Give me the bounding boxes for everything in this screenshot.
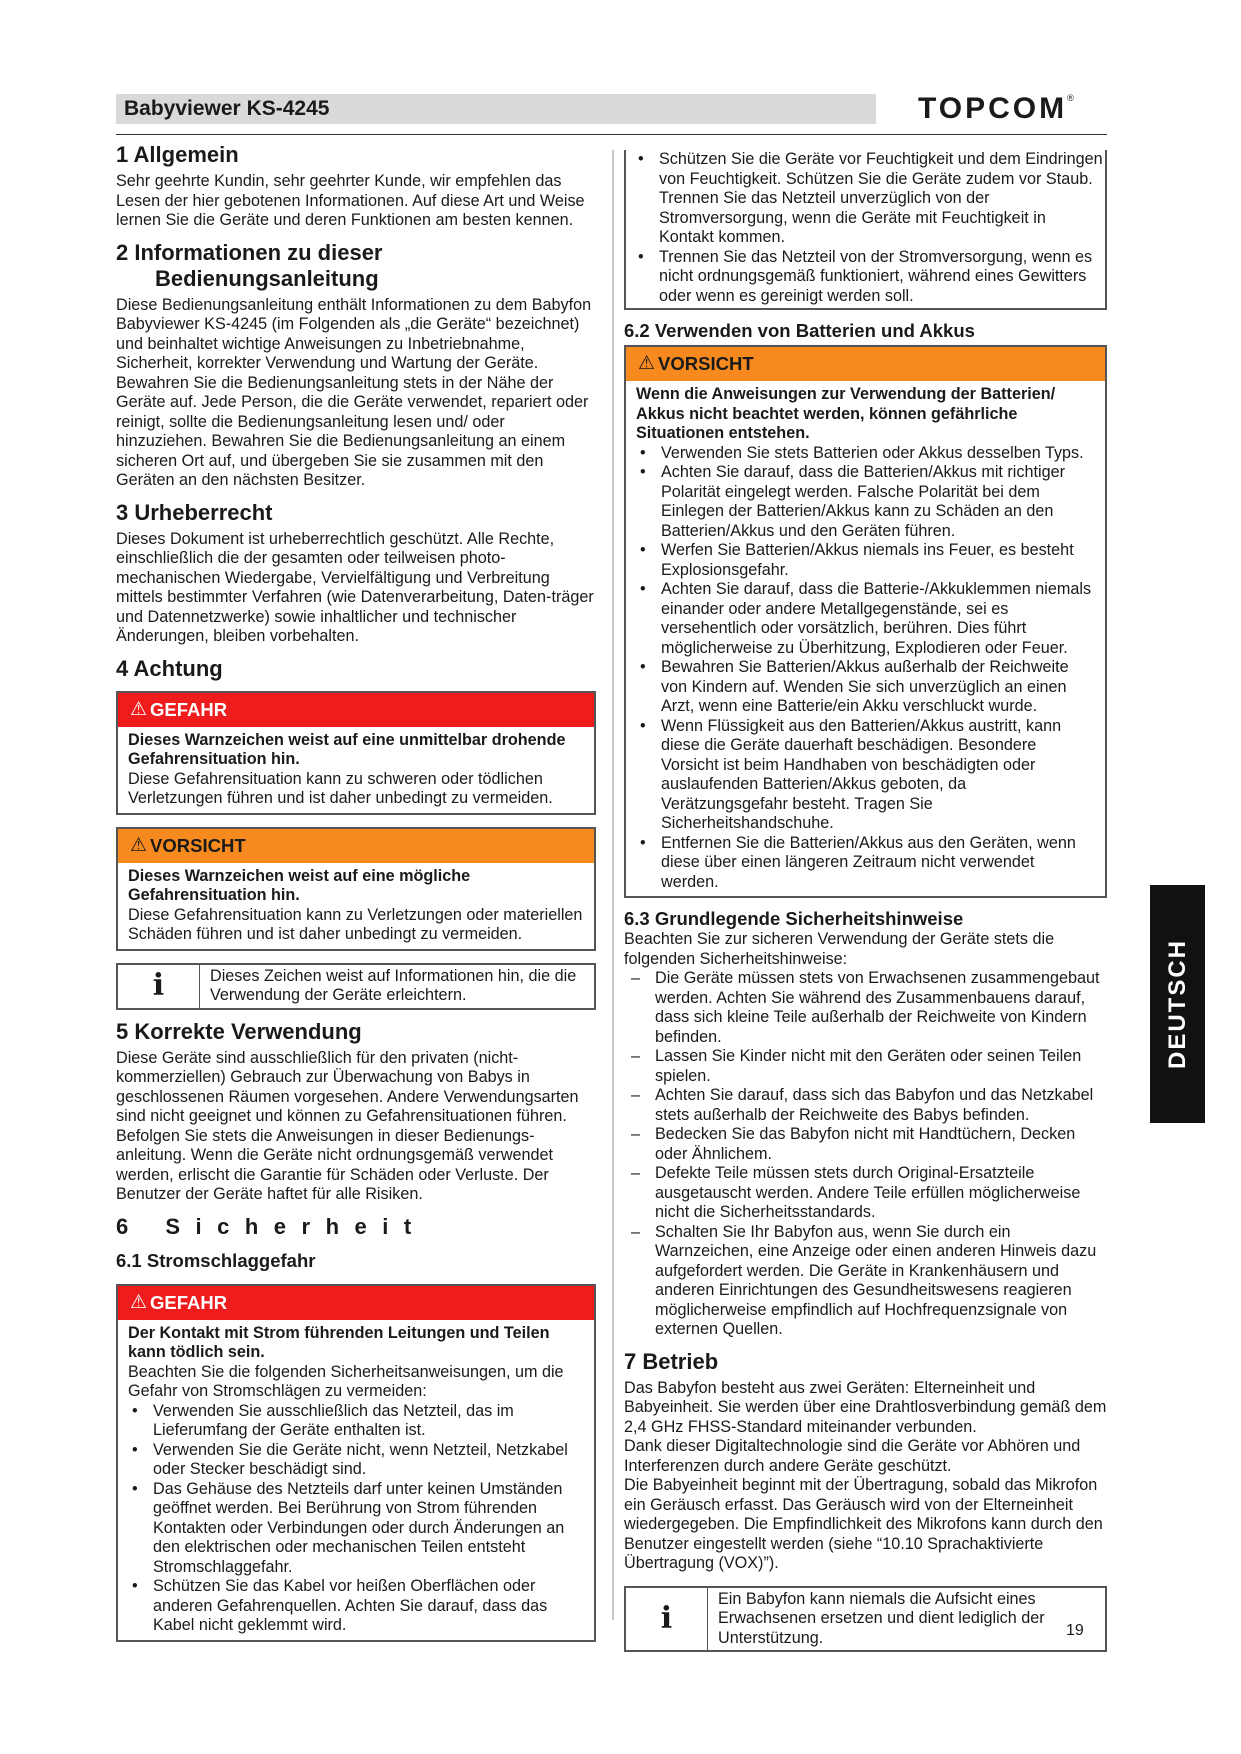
list-item: – Defekte Teile müssen stets durch Original-Ersatzteile ausgetauscht werden. Andere Teile erfüllen möglicherweise nicht die Sicherheitsstandards. (624, 1164, 1107, 1223)
header-rule (116, 134, 1107, 135)
warning-triangle-icon: ⚠ (130, 834, 148, 856)
danger-intro: Beachten Sie die folgenden Sicherheitsanweisungen, um die Gefahr von Stromschlägen zu vermeiden: (128, 1362, 564, 1400)
warning-triangle-icon: ⚠ (130, 698, 148, 720)
list-item: • Verwenden Sie ausschließlich das Netzteil, das im Lieferumfang der Geräte enthalten ist. (128, 1402, 584, 1441)
info-box (624, 1586, 1107, 1653)
registered-mark: ® (1067, 93, 1074, 103)
list-item: • Verwenden Sie die Geräte nicht, wenn Netzteil, Netzkabel oder Stecker beschädigt sind. (128, 1441, 584, 1480)
list-item: • Werfen Sie Batterien/Akkus niemals ins Feuer, es besteht Explosionsgefahr. (636, 541, 1095, 580)
list-item: • Schützen Sie das Kabel vor heißen Oberflächen oder anderen Gefahrenquellen. Achten Sie darauf, dass das Kabel nicht geklemmt wird. (128, 1577, 584, 1636)
subsection-heading: 6.2 Verwenden von Batterien und Akkus (624, 320, 975, 341)
caution-box (116, 827, 596, 951)
continued-danger-box (624, 150, 1107, 310)
warning-triangle-icon: ⚠ (130, 1291, 148, 1313)
danger-bold-text: Der Kontakt mit Strom führenden Leitungen und Teilen kann tödlich sein. (128, 1323, 550, 1361)
info-text: Dieses Zeichen weist auf Informationen hin, die die Verwendung der Geräte erleichtern. (210, 966, 577, 1004)
info-icon: i (626, 1588, 708, 1651)
caution-bold-text: Dieses Warnzeichen weist auf eine mögliche Gefahrensituation hin. (128, 866, 471, 904)
section-heading: 6 Sicherheit (116, 1213, 427, 1239)
bullet-list (634, 150, 1105, 306)
section-heading: 3 Urheberrecht (116, 499, 273, 525)
section-heading: 7 Betrieb (624, 1348, 719, 1374)
list-item: • Trennen Sie das Netzteil von der Stromversorgung, wenn es nicht ordnungsgemäß funktioniert, während eines Gewitters oder wenn es gereinigt werden soll. (634, 248, 1105, 307)
subsection-heading: 6.1 Stromschlaggefahr (116, 1249, 316, 1271)
caution-bold-text: Wenn die Anweisungen zur Verwendung der Batterien/ Akkus nicht beachtet werden, können gefährliche Situationen entstehen. (636, 385, 1056, 442)
list-item: – Die Geräte müssen stets von Erwachsenen zusammengebaut werden. Achten Sie während des Zusammenbauens darauf, dass sich kleine Teile außerhalb der Reichweite von Kindern befinden. (624, 969, 1107, 1047)
column-divider (612, 150, 614, 1620)
caution-header (118, 829, 594, 863)
section-heading: 4 Achtung (116, 655, 223, 681)
list-item: • Bewahren Sie Batterien/Akkus außerhalb der Reichweite von Kindern auf. Wenden Sie sich unverzüglich an einen Arzt, wenn eine Batterie/ein Akku verschluckt wurde. (636, 658, 1095, 717)
section-heading: 2 Informationen zu dieser (116, 239, 383, 265)
danger-header (118, 1286, 594, 1320)
paragraph: Diese Bedienungsanleitung enthält Informationen zu dem Babyfon Babyviewer KS-4245 (im Folgenden als „die Geräte“ bezeichnet) und beinhaltet wichtige Anweisungen zu Inbetriebnahme, Sicherheit, korrekter Verwendung und Wartung der Geräte. Bewahren Sie die Bedienungsanleitung stets in der Nähe der Geräte auf. Jede Person, die die Geräte verwendet, repariert oder reinigt, sollte die Bedienungsanleitung lesen und/ oder hinzuziehen. Bewahren Sie die Bedienungsanleitung an einem sicheren Ort auf, und übergeben Sie sie zusammen mit den Geräten an den nächsten Besitzer. (116, 295, 592, 489)
page-number: 19 (1066, 1622, 1084, 1639)
left-column (116, 142, 596, 1642)
bullet-list (636, 444, 1095, 893)
danger-box (116, 691, 596, 815)
paragraph: Dieses Dokument ist urheberrechtlich geschützt. Alle Rechte, einschließlich die der gesamten oder teilweisen photo-mechanischen Wiedergabe, Vervielfältigung und Verbreitung mittels bestimmter Verfahren (wie Datenverarbeitung, Daten-träger und Datennetzwerke) sowie inhaltlicher und technischer Änderungen, bleiben vorbehalten. (116, 529, 594, 645)
section-heading: 5 Korrekte Verwendung (116, 1018, 362, 1044)
brand-logo-text: TOPCOM (918, 92, 1068, 125)
list-item: – Achten Sie darauf, dass sich das Babyfon und das Netzkabel stets außerhalb der Reichweite des Babys befinden. (624, 1086, 1107, 1125)
paragraph: Dank dieser Digitaltechnologie sind die Geräte vor Abhören und Interferenzen durch andere Geräte geschützt. (624, 1437, 1081, 1475)
subsection-heading: 6.3 Grundlegende Sicherheitshinweise (624, 908, 964, 929)
danger-bold-text: Dieses Warnzeichen weist auf eine unmittelbar drohende Gefahrensituation hin. (128, 730, 566, 768)
danger-box (116, 1284, 596, 1642)
danger-label: GEFAHR (150, 698, 228, 720)
document-title: Babyviewer KS-4245 (124, 97, 330, 120)
caution-text: Diese Gefahrensituation kann zu Verletzungen oder materiellen Schäden führen und ist daher unbedingt zu vermeiden. (128, 905, 583, 943)
language-tab (1150, 885, 1205, 1123)
list-item: • Entfernen Sie die Batterien/Akkus aus den Geräten, wenn diese über einen längeren Zeitraum nicht verwendet werden. (636, 834, 1095, 893)
list-item: – Schalten Sie Ihr Babyfon aus, wenn Sie durch ein Warnzeichen, eine Anzeige oder einen anderen Hinweis dazu aufgefordert werden. Die Geräte in Krankenhäusern und anderen Einrichtungen des Gesundheitswesens reagieren möglicherweise empfindlich auf Hochfrequenzsignale von externen Quellen. (624, 1223, 1107, 1340)
danger-text: Diese Gefahrensituation kann zu schweren oder tödlichen Verletzungen führen und ist daher unbedingt zu vermeiden. (128, 769, 553, 807)
caution-header (626, 347, 1105, 381)
dash-list (624, 969, 1107, 1340)
paragraph: Sehr geehrte Kundin, sehr geehrter Kunde, wir empfehlen das Lesen der hier gebotenen Informationen. Auf diese Art und Weise lernen Sie die Geräte und deren Funktionen am besten kennen. (116, 172, 585, 229)
caution-label: VORSICHT (150, 834, 246, 856)
caution-box (624, 345, 1107, 898)
danger-label: GEFAHR (150, 1291, 228, 1313)
list-item: • Achten Sie darauf, dass die Batterien/Akkus mit richtiger Polarität eingelegt werden. Falsche Polarität bei dem Einlegen der Batterien/Akkus kann zu Schäden an den Batterien/Akkus und den Geräten führen. (636, 463, 1095, 541)
info-icon: i (118, 965, 200, 1008)
list-item: • Das Gehäuse des Netzteils darf unter keinen Umständen geöffnet werden. Bei Berührung von Strom führenden Kontakten oder Verbindungen oder durch Änderungen an den elektrischen oder mechanischen Teilen entsteht Stromschlaggefahr. (128, 1480, 584, 1578)
paragraph: Das Babyfon besteht aus zwei Geräten: Elterneinheit und Babyeinheit. Sie werden über eine Drahtlosverbindung gemäß dem 2,4 GHz FHSS-Standard miteinander verbunden. (624, 1378, 1107, 1436)
section-heading: 1 Allgemein (116, 142, 239, 167)
list-item: • Wenn Flüssigkeit aus den Batterien/Akkus austritt, kann diese die Geräte dauerhaft beschädigen. Besondere Vorsicht ist beim Handhaben von beschädigten oder auslaufenden Batterien/Akkus geboten, da Verätzungsgefahr besteht. Tragen Sie Sicherheitshandschuhe. (636, 717, 1095, 834)
list-item: • Verwenden Sie stets Batterien oder Akkus desselben Typs. (636, 444, 1095, 464)
info-text: Ein Babyfon kann niemals die Aufsicht eines Erwachsenen ersetzen und dient lediglich der Unterstützung. (718, 1589, 1045, 1647)
paragraph: Beachten Sie zur sicheren Verwendung der Geräte stets die folgenden Sicherheitshinweise: (624, 930, 1055, 968)
caution-label: VORSICHT (658, 353, 754, 375)
brand-logo (918, 92, 1074, 126)
list-item: – Bedecken Sie das Babyfon nicht mit Handtüchern, Decken oder Ähnlichem. (624, 1125, 1107, 1164)
section-heading-cont: Bedienungsanleitung (155, 265, 379, 291)
right-column (624, 150, 1107, 1652)
language-label: DEUTSCH (1163, 938, 1191, 1070)
bullet-list (128, 1402, 584, 1636)
info-box (116, 963, 596, 1010)
list-item: • Achten Sie darauf, dass die Batterie-/Akkuklemmen niemals einander oder andere Metallgegenstände, sei es versehentlich oder vorsätzlich, berühren. Dies führt möglicherweise zu Überhitzung, Explodieren oder Feuer. (636, 580, 1095, 658)
paragraph: Diese Geräte sind ausschließlich für den privaten (nicht-kommerziellen) Gebrauch zur Überwachung von Babys in geschlossenen Räumen vorgesehen. Andere Verwendungsarten sind nicht geeignet und können zu Gefahrensituationen führen. Befolgen Sie stets die Anweisungen in dieser Bedienungs-anleitung. Wenn die Geräte nicht ordnungsgemäß verwendet werden, erlischt die Garantie für Schäden oder Verluste. Der Benutzer der Geräte haftet für alle Risiken. (116, 1048, 579, 1203)
danger-header (118, 693, 594, 727)
list-item: • Schützen Sie die Geräte vor Feuchtigkeit und dem Eindringen von Feuchtigkeit. Schützen Sie die Geräte zudem vor Staub. Trennen Sie das Netzteil unverzüglich von der Stromversorgung, wenn die Geräte mit Feuchtigkeit in Kontakt kommen. (634, 150, 1105, 248)
paragraph: Die Babyeinheit beginnt mit der Übertragung, sobald das Mikrofon ein Geräusch erfasst. Das Geräusch wird von der Elterneinheit wiedergegeben. Die Empfindlichkeit des Mikrofons kann durch den Benutzer eingestellt werden (siehe “10.10 Sprachaktivierte Übertragung (VOX)”). (624, 1476, 1103, 1572)
warning-triangle-icon: ⚠ (638, 353, 656, 375)
list-item: – Lassen Sie Kinder nicht mit den Geräten oder seinen Teilen spielen. (624, 1047, 1107, 1086)
